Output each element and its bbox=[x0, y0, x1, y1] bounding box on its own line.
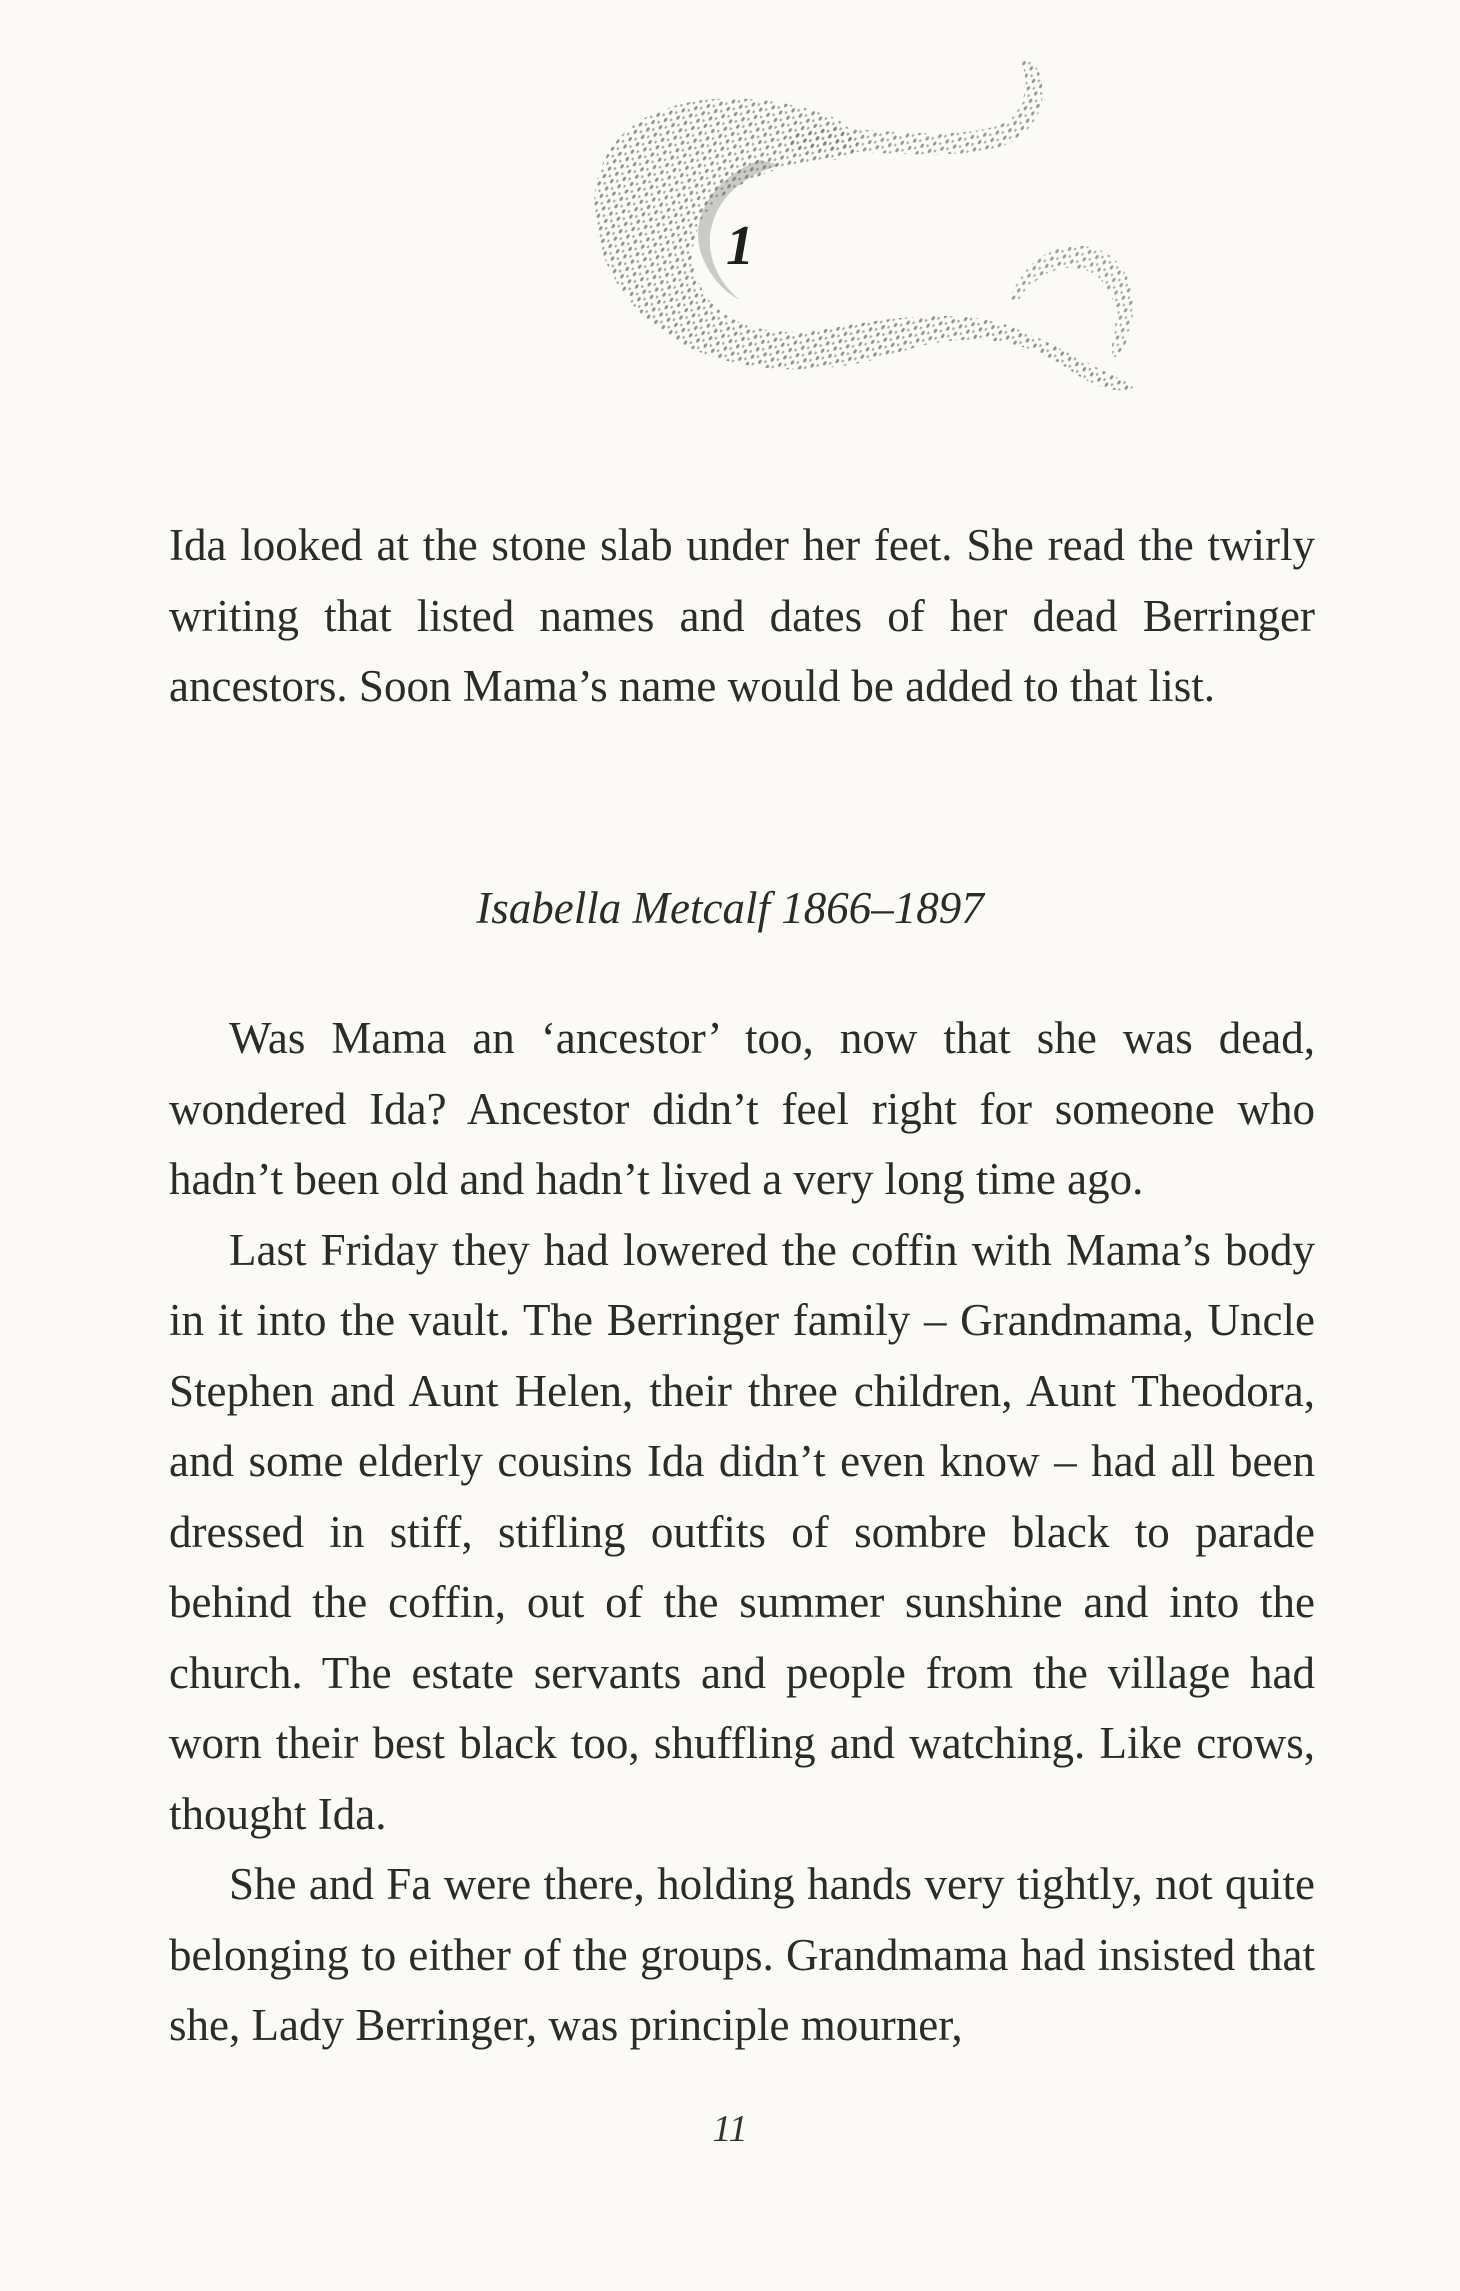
epitaph-inscription: Isabella Metcalf 1866–1897 bbox=[476, 883, 984, 933]
opening-paragraph: Ida looked at the stone slab under her feet. She read the twirly writing that listed names and dates of her dead Berringer ancestors. Soon Mama’s name would be added to that list. bbox=[169, 520, 1315, 711]
paragraph-funeral: Last Friday they had lowered the coffin with Mama’s body in it into the vault. The Berringer family – Grandmama, Uncle Stephen and Aunt Helen, their three children, Aunt Theodora, and some elderly cousins Ida didn’t even know – had all been dressed in stiff, stifling outfits of sombre black to parade behind the coffin, out of the summer sunshine and into the church. The estate servants and people from the village had worn their best black too, shuffling and watching. Like crows, thought Ida. bbox=[169, 1224, 1315, 1839]
body-text bbox=[169, 1003, 1315, 2061]
paragraph-ancestor: Was Mama an ‘ancestor’ too, now that she was dead, wondered Ida? Ancestor didn’t feel right for someone who hadn’t been old and hadn’t lived a very long time ago. bbox=[169, 1013, 1315, 1204]
paragraph-fa: She and Fa were there, holding hands very tightly, not quite belonging to either of the groups. Grandmama had insisted that she, Lady Berringer, was principle mourner, bbox=[169, 1859, 1315, 2050]
opening-paragraph-block bbox=[169, 510, 1315, 722]
page-number: 11 bbox=[712, 2108, 748, 2150]
chapter-number: 1 bbox=[726, 215, 754, 277]
